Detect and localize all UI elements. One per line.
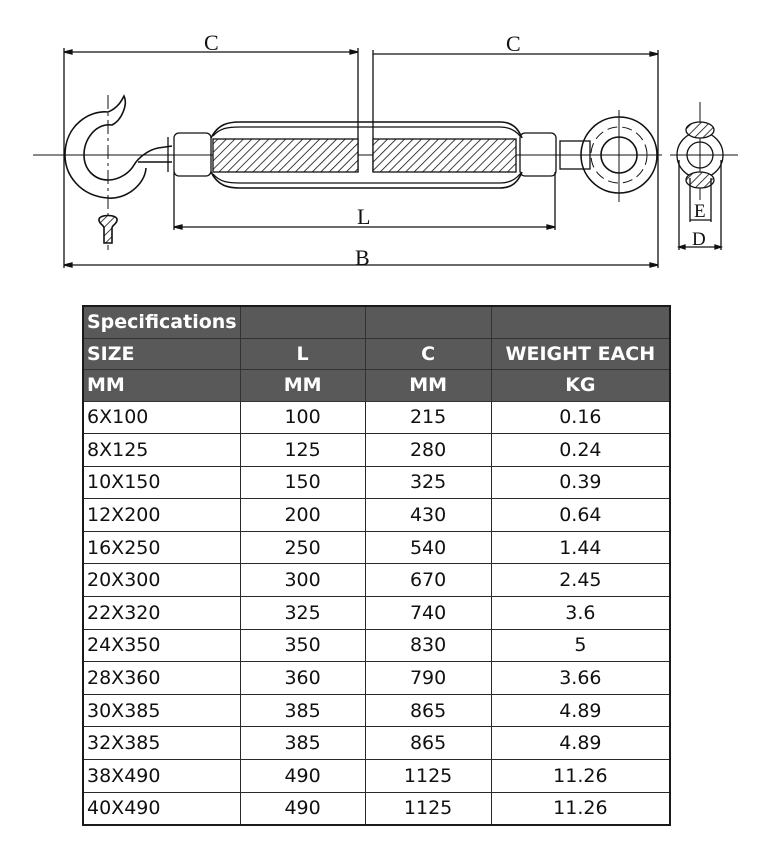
cell-size: 30X385: [83, 694, 240, 727]
cell-weight: 3.66: [491, 662, 670, 695]
cell-l: 385: [240, 694, 365, 727]
cell-l: 150: [240, 466, 365, 499]
eye-end: [575, 110, 662, 202]
header-row-2: [83, 370, 670, 402]
cell-size: 38X490: [83, 760, 240, 793]
header-l: L: [240, 338, 365, 370]
cell-l: 385: [240, 727, 365, 760]
cell-weight: 4.89: [491, 694, 670, 727]
cell-size: 8X125: [83, 434, 240, 467]
cell-size: 6X100: [83, 401, 240, 434]
cell-weight: 2.45: [491, 564, 670, 597]
table-row: [83, 792, 670, 825]
cell-c: 325: [365, 466, 491, 499]
cell-weight: 0.24: [491, 434, 670, 467]
unit-weight: KG: [491, 370, 670, 402]
cell-size: 40X490: [83, 792, 240, 825]
table-row: [83, 434, 670, 467]
label-e: E: [694, 201, 706, 222]
unit-size: MM: [83, 370, 240, 402]
table-row: [83, 564, 670, 597]
cell-c: 1125: [365, 792, 491, 825]
cell-c: 865: [365, 727, 491, 760]
cell-l: 490: [240, 760, 365, 793]
cell-size: 22X320: [83, 597, 240, 630]
cell-size: 16X250: [83, 531, 240, 564]
cell-c: 740: [365, 597, 491, 630]
hook-end: [65, 95, 172, 250]
cell-size: 10X150: [83, 466, 240, 499]
unit-l: MM: [240, 370, 365, 402]
cell-c: 1125: [365, 760, 491, 793]
cell-l: 325: [240, 597, 365, 630]
table-row: [83, 499, 670, 532]
label-l: L: [357, 204, 371, 229]
cell-weight: 0.39: [491, 466, 670, 499]
cell-weight: 3.6: [491, 597, 670, 630]
side-view: [670, 102, 738, 250]
cell-size: 24X350: [83, 629, 240, 662]
cell-weight: 1.44: [491, 531, 670, 564]
cell-c: 670: [365, 564, 491, 597]
table-row: [83, 694, 670, 727]
cell-weight: 0.16: [491, 401, 670, 434]
turnbuckle-technical-drawing: [0, 0, 768, 290]
cell-weight: 11.26: [491, 760, 670, 793]
specifications-table: [82, 305, 671, 826]
table-row: [83, 629, 670, 662]
cell-c: 215: [365, 401, 491, 434]
cell-l: 200: [240, 499, 365, 532]
cell-l: 490: [240, 792, 365, 825]
cell-weight: 5: [491, 629, 670, 662]
cell-size: 32X385: [83, 727, 240, 760]
cell-l: 350: [240, 629, 365, 662]
title-row: [83, 306, 670, 338]
cell-c: 540: [365, 531, 491, 564]
header-size: SIZE: [83, 338, 240, 370]
table-row: [83, 466, 670, 499]
cell-c: 430: [365, 499, 491, 532]
label-c-right: C: [506, 31, 521, 56]
cell-l: 360: [240, 662, 365, 695]
unit-c: MM: [365, 370, 491, 402]
cell-size: 28X360: [83, 662, 240, 695]
cell-c: 830: [365, 629, 491, 662]
label-c-left: C: [204, 30, 219, 55]
cell-l: 250: [240, 531, 365, 564]
header-c: C: [365, 338, 491, 370]
cell-l: 100: [240, 401, 365, 434]
table-row: [83, 531, 670, 564]
cell-size: 12X200: [83, 499, 240, 532]
cell-weight: 4.89: [491, 727, 670, 760]
cell-c: 280: [365, 434, 491, 467]
cell-l: 125: [240, 434, 365, 467]
table-row: [83, 597, 670, 630]
cell-weight: 0.64: [491, 499, 670, 532]
cell-size: 20X300: [83, 564, 240, 597]
table-row: [83, 401, 670, 434]
header-row-1: [83, 338, 670, 370]
header-weight: WEIGHT EACH: [491, 338, 670, 370]
table-row: [83, 727, 670, 760]
label-b: B: [355, 245, 370, 270]
table-row: [83, 760, 670, 793]
cell-c: 790: [365, 662, 491, 695]
label-d: D: [692, 229, 706, 250]
table-title: Specifications: [83, 306, 240, 338]
cell-c: 865: [365, 694, 491, 727]
cell-l: 300: [240, 564, 365, 597]
table-row: [83, 662, 670, 695]
cell-weight: 11.26: [491, 792, 670, 825]
